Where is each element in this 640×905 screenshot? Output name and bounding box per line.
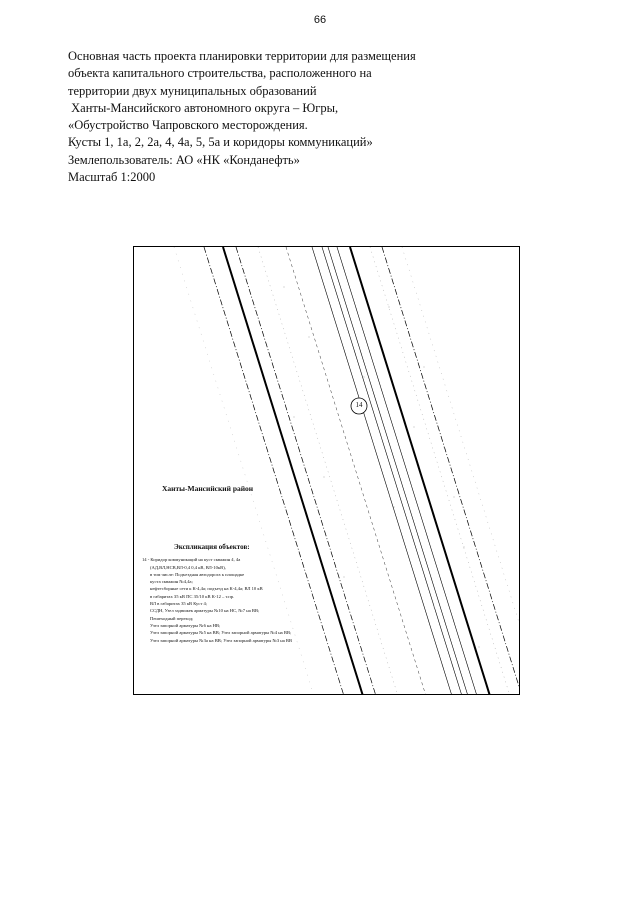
object-marker-label: 14 (355, 401, 363, 409)
legend-line: ССДН, Узел задвижек арматуры №10 на НС, №7 на ВВ; (150, 608, 260, 614)
header-line: «Обустройство Чапровского месторождения. (68, 118, 308, 133)
legend-line: Узел запорной арматуры №5 на ВВ; Узел запорной арматуры №4 на ВВ; (150, 630, 292, 636)
legend-line: Узел запорной арматуры №6 на НВ; (150, 622, 221, 628)
header-line: Масштаб 1:2000 (68, 170, 156, 185)
legend-title: Экспликация объектов: (174, 543, 250, 551)
header-line: Землепользователь: АО «НК «Конданефть» (68, 152, 300, 167)
header-line: объекта капитального строительства, расположенного на (68, 66, 372, 81)
legend (142, 544, 442, 644)
legend-line: ВЛ в габаритах 35 кВ Куст 4; (150, 601, 208, 607)
header-line: Основная часть проекта планировки территории для размещения (68, 49, 416, 63)
header-line: территории двух муниципальных образований (68, 83, 317, 98)
legend-line: Узел запорной арматуры №3а на ВВ; Узел запорной арматуры №3 на ВВ (150, 637, 293, 643)
page-number: 66 (313, 14, 327, 26)
header-line: Кусты 1, 1а, 2, 2а, 4, 4а, 5, 5а и коридоры коммуникаций» (68, 135, 373, 150)
region-label: Ханты-Мансийский район (162, 484, 254, 493)
legend-line: в том числе: Подъездная автодорога к площадке (150, 571, 245, 577)
legend-line: куста скважин №4,4а; (150, 579, 193, 585)
legend-line: (АД,ВЛ,НСВ,ВЛ-0,4 0,4 кВ, ВЛ-10кВ), (150, 564, 226, 570)
legend-line: 14 - Коридор коммуникаций на куст скважин 4, 4а (142, 557, 241, 563)
planning-map (133, 246, 520, 695)
legend-line: в габаритах 35 кВ ПС 35/10 кВ К-12 – т.пр. (150, 593, 235, 599)
legend-line: Пешеходный переход; (150, 615, 194, 621)
legend-line: нефтесборные сети к К-4,4а; подъезд на К-4,4а; ВЛ 10 кВ (150, 586, 263, 592)
document-header (68, 48, 588, 186)
header-line: Ханты-Мансийского автономного округа – Югры, (68, 100, 339, 115)
